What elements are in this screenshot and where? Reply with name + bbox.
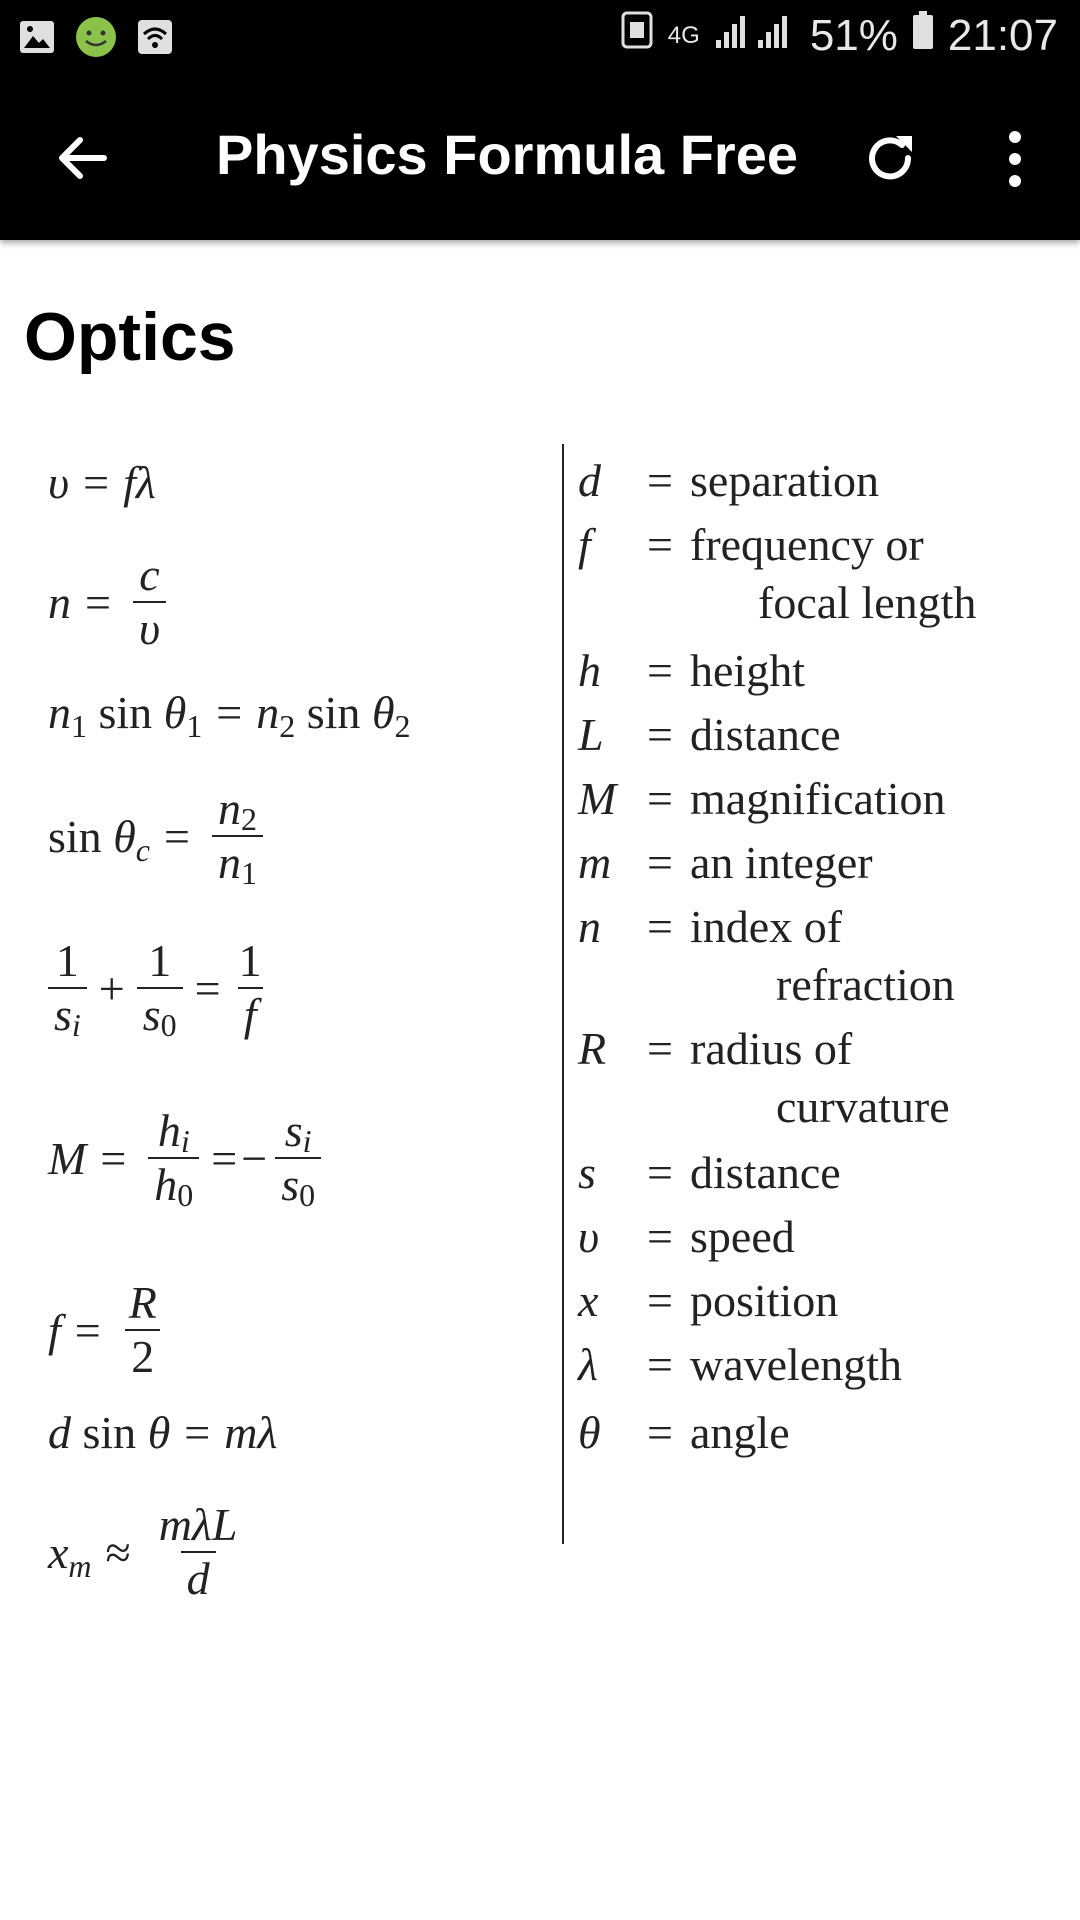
equals-sign: = — [647, 519, 673, 570]
variable-symbol: R — [578, 1023, 607, 1074]
status-time: 21:07 — [947, 10, 1058, 60]
variable-description: an integer — [690, 837, 873, 888]
equals-sign: = — [647, 1211, 673, 1262]
more-options-button[interactable] — [990, 124, 1040, 194]
equals-sign: = — [647, 709, 673, 760]
variable-row — [578, 1406, 790, 1459]
variable-symbol: x — [578, 1275, 599, 1326]
variable-description: magnification — [690, 773, 946, 824]
variable-symbol: n — [578, 901, 601, 952]
variable-row — [578, 1022, 852, 1075]
refresh-button[interactable] — [858, 126, 922, 190]
formula-refractive-index: n = $\frac{c}{\upsilon}$ — [48, 550, 174, 655]
equals-sign: = — [647, 645, 673, 696]
app-bar — [0, 74, 1080, 240]
variable-description-cont: refraction — [776, 959, 955, 1010]
status-bar — [0, 0, 1080, 74]
variable-symbol: λ — [578, 1339, 598, 1390]
variable-symbol: s — [578, 1147, 596, 1198]
column-divider — [562, 444, 564, 1544]
equals-sign: = — [647, 455, 673, 506]
page-title: Optics — [24, 299, 236, 375]
equals-sign: = — [647, 1339, 673, 1390]
wifi-icon — [136, 18, 174, 61]
variable-symbol: υ — [578, 1211, 600, 1262]
variable-description-cont: focal length — [758, 577, 977, 628]
variable-description: distance — [690, 1147, 841, 1198]
variable-row — [578, 1146, 841, 1199]
status-right — [620, 10, 1058, 61]
variable-row — [578, 518, 924, 571]
arrow-left-icon — [52, 128, 112, 188]
formula-snell: n 1 sin θ 1 = n 2 sin θ 2 — [48, 687, 411, 744]
variable-description: index of — [690, 901, 843, 952]
variable-symbol: M — [578, 773, 617, 824]
battery-percent: 51% — [809, 10, 898, 60]
equals-sign: = — [647, 1023, 673, 1074]
formula-fringe-position: x m ≈ $\frac{\text{mλL}}{d}$ — [48, 1499, 238, 1604]
formula-thin-lens: $\frac{1}{si}$ + $\frac{1}{s0}$ = $\frac{1}{f}$ — [48, 936, 276, 1041]
nfc-icon — [620, 10, 654, 61]
variable-description: wavelength — [690, 1339, 903, 1390]
variable-row — [578, 454, 879, 507]
app-title: Physics Formula Free — [216, 123, 799, 186]
variable-description: radius of — [690, 1023, 853, 1074]
variable-symbol: θ — [578, 1407, 601, 1458]
variable-symbol: f — [578, 519, 591, 570]
variable-row — [578, 1274, 838, 1327]
more-vert-icon — [990, 124, 1040, 194]
variable-row — [578, 1210, 795, 1263]
formula-sheet — [0, 440, 1080, 1620]
variable-row — [578, 1338, 902, 1391]
equals-sign: = — [647, 901, 673, 952]
variable-symbol: d — [578, 455, 601, 506]
variable-description: position — [690, 1275, 839, 1326]
refresh-icon — [858, 126, 922, 190]
variable-description: angle — [690, 1407, 790, 1458]
variable-description: separation — [690, 455, 880, 506]
variable-description: height — [690, 645, 805, 696]
formula-magnification: M = $\frac{hi}{h0}$ = − $\frac{si}{s0}$ — [48, 1106, 329, 1211]
variable-description: speed — [690, 1211, 795, 1262]
gallery-icon — [18, 18, 56, 61]
formula-diffraction: d sin θ = mλ — [48, 1407, 278, 1458]
equals-sign: = — [647, 1147, 673, 1198]
formula-focal-length: f = $\frac{R}{2}$ — [48, 1278, 171, 1383]
equals-sign: = — [647, 1275, 673, 1326]
variable-symbol: L — [578, 709, 604, 760]
variable-row — [578, 644, 805, 697]
formula-wave-speed: υ = fλ — [48, 457, 156, 508]
network-type: 4G — [667, 21, 700, 49]
back-button[interactable] — [52, 128, 112, 188]
variable-description: frequency or — [690, 519, 924, 570]
battery-icon — [912, 10, 934, 61]
variable-symbol: m — [578, 837, 612, 888]
variable-row — [578, 900, 842, 953]
equals-sign: = — [647, 837, 673, 888]
variable-row — [578, 836, 873, 889]
variable-row — [578, 708, 841, 761]
status-left-icons — [18, 15, 174, 64]
equals-sign: = — [647, 1407, 673, 1458]
signal-icon — [714, 10, 796, 61]
variable-row — [578, 772, 945, 825]
formula-critical-angle: sin θ c = $\frac{n2}{n1}$ — [48, 784, 271, 889]
variable-description: distance — [690, 709, 841, 760]
variable-symbol: h — [578, 645, 601, 696]
android-icon — [74, 15, 118, 64]
equals-sign: = — [647, 773, 673, 824]
variable-description-cont: curvature — [776, 1081, 950, 1132]
